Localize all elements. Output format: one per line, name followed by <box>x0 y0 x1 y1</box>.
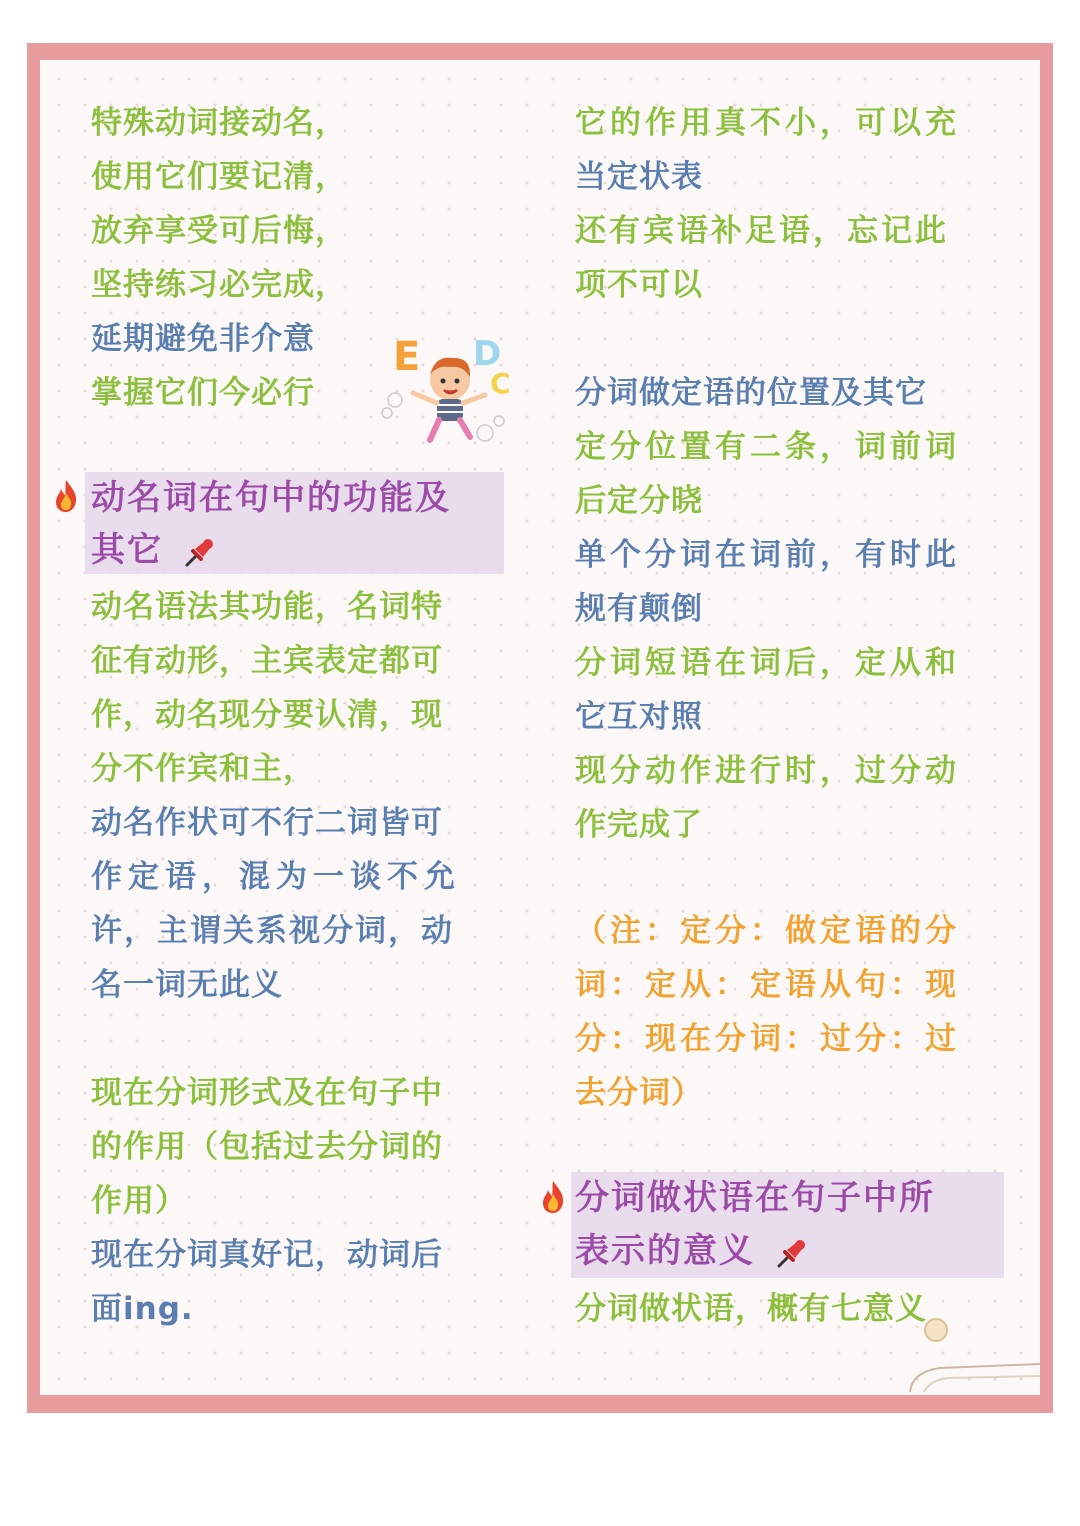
heading-line: 分词做状语在句子中所 <box>575 1178 935 1218</box>
text-line: 规有颠倒 <box>575 591 703 627</box>
text-line: 现在分词形式及在句子中 <box>91 1075 443 1111</box>
poem-line: 使用它们要记清， <box>91 159 347 195</box>
text-line: 项不可以 <box>575 267 703 303</box>
poem-line: 坚持练习必完成， <box>91 267 347 303</box>
text-line: 分词做定语的位置及其它 <box>575 375 927 411</box>
pushpin-icon <box>775 1236 809 1270</box>
section-heading-gerund <box>85 472 504 574</box>
text-line: 定分位置有二条，词前词 <box>575 429 960 465</box>
svg-text:E: E <box>393 334 421 380</box>
heading-line: 动名词在句中的功能及 <box>91 478 451 518</box>
text-line: 后定分晓 <box>575 483 703 519</box>
heading-line: 其它 <box>91 530 163 570</box>
note-line: 词：定从：定语从句：现 <box>575 967 960 1003</box>
text-line: 动名语法其功能，名词特 <box>91 589 443 625</box>
text-line: 作，动名现分要认清，现 <box>91 697 443 733</box>
text-line: 面ing. <box>91 1291 194 1327</box>
poem-line: 放弃享受可后悔， <box>91 213 347 249</box>
poem-line: 特殊动词接动名， <box>91 105 347 141</box>
note-line: 分：现在分词：过分：过 <box>575 1021 960 1057</box>
fire-icon <box>53 479 79 513</box>
text-line: 当定状表 <box>575 159 703 195</box>
text-line: 名一词无此义 <box>91 967 283 1003</box>
note-line: （注：定分：做定语的分 <box>575 913 960 949</box>
note-line: 去分词） <box>575 1075 703 1111</box>
text-line: 现在分词真好记，动词后 <box>91 1237 443 1273</box>
text-line: 作定语，混为一谈不允 <box>91 859 461 895</box>
poem-line: 掌握它们今必行 <box>91 375 315 411</box>
pushpin-icon <box>183 535 217 569</box>
cartoon-kid-letters-icon <box>375 325 525 450</box>
text-line: 征有动形，主宾表定都可 <box>91 643 443 679</box>
text-line: 动名作状可不行二词皆可 <box>91 805 443 841</box>
decorative-sketch <box>900 1312 1040 1396</box>
text-line: 作用） <box>91 1183 187 1219</box>
text-line: 单个分词在词前，有时此 <box>575 537 960 573</box>
text-line: 还有宾语补足语，忘记此 <box>575 213 949 249</box>
text-line: 许，主谓关系视分词，动 <box>91 913 454 949</box>
text-line: 现分动作进行时，过分动 <box>575 753 960 789</box>
text-line: 分词短语在词后，定从和 <box>575 645 960 681</box>
fire-icon <box>540 1180 566 1214</box>
section-heading-participle-adverbial <box>571 1172 1004 1278</box>
poem-line: 延期避免非介意 <box>91 321 315 357</box>
text-line: 作完成了 <box>575 807 703 843</box>
heading-line: 表示的意义 <box>575 1231 755 1271</box>
text-line: 它互对照 <box>575 699 703 735</box>
text-line: 分不作宾和主， <box>91 751 315 787</box>
text-line: 分词做状语，概有七意义 <box>575 1291 927 1327</box>
svg-text:C: C <box>490 367 511 400</box>
text-line: 的作用（包括过去分词的 <box>91 1129 443 1165</box>
svg-text:D: D <box>473 334 502 374</box>
text-line: 它的作用真不小，可以充 <box>575 105 960 141</box>
